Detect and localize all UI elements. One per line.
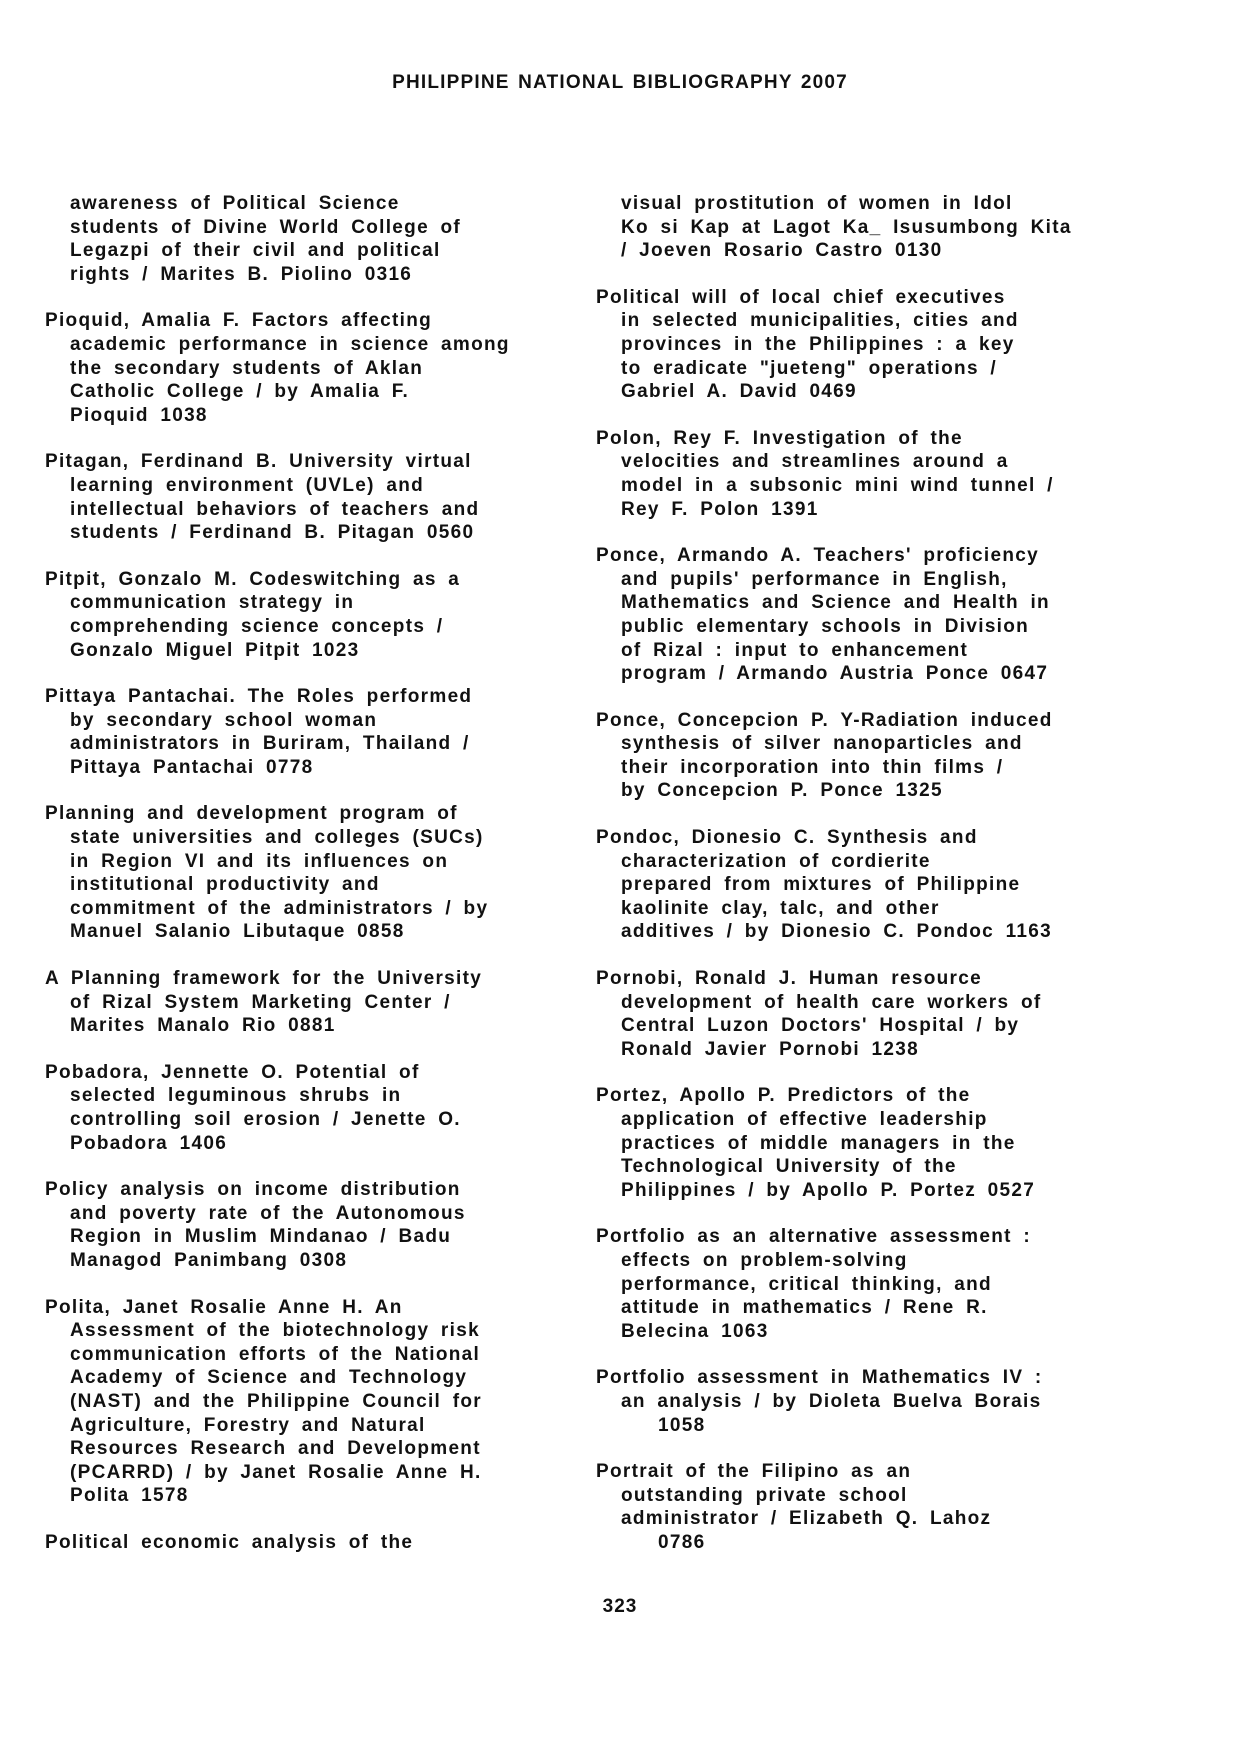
entry-line: A Planning framework for the University <box>45 968 483 990</box>
entry-line: in Region VI and its influences on <box>70 850 449 872</box>
entry-line: Legazpi of their civil and political <box>70 240 441 262</box>
entry-line: rights / Marites B. Piolino 0316 <box>70 263 413 285</box>
bibliography-entry <box>596 427 1116 521</box>
bibliography-entry-continuation <box>596 192 1116 263</box>
entry-line: Ponce, Concepcion P. Y-Radiation induced <box>596 709 1053 731</box>
entry-line: Portez, Apollo P. Predictors of the <box>596 1085 971 1107</box>
entry-line: Pitpit, Gonzalo M. Codeswitching as a <box>45 568 461 590</box>
entry-line: Pobadora 1406 <box>70 1132 228 1154</box>
entry-line: 1058 <box>658 1414 706 1436</box>
entry-line: by secondary school woman <box>70 709 378 731</box>
entry-line: kaolinite clay, talc, and other <box>621 897 940 919</box>
entry-line: Polita, Janet Rosalie Anne H. An <box>45 1296 403 1318</box>
entry-line: Pioquid, Amalia F. Factors affecting <box>45 310 433 332</box>
bibliography-entry <box>45 685 565 779</box>
entry-line: the secondary students of Aklan <box>70 357 424 379</box>
right-column <box>596 192 1116 1578</box>
bibliography-entry <box>596 709 1116 803</box>
bibliography-entry <box>45 1061 565 1155</box>
entry-line: Region in Muslim Mindanao / Badu <box>70 1226 452 1248</box>
entry-line: practices of middle managers in the <box>621 1132 1016 1154</box>
entry-line: Catholic College / by Amalia F. <box>70 381 410 403</box>
entry-line: Gabriel A. David 0469 <box>621 381 857 403</box>
running-header: PHILIPPINE NATIONAL BIBLIOGRAPHY 2007 <box>392 72 848 93</box>
entry-line: students / Ferdinand B. Pitagan 0560 <box>70 522 475 544</box>
entry-line: Philippines / by Apollo P. Portez 0527 <box>621 1179 1036 1201</box>
entry-line: prepared from mixtures of Philippine <box>621 874 1021 896</box>
bibliography-entry <box>596 1460 1116 1554</box>
entry-line: Pondoc, Dionesio C. Synthesis and <box>596 827 978 849</box>
entry-line: communication strategy in <box>70 592 355 614</box>
entry-line: Pittaya Pantachai. The Roles performed <box>45 686 473 708</box>
entry-line: Political will of local chief executives <box>596 286 1006 308</box>
entry-line: characterization of cordierite <box>621 850 931 872</box>
entry-line: Portfolio as an alternative assessment : <box>596 1226 1031 1248</box>
page-number: 323 <box>602 1596 638 1617</box>
bibliography-entry <box>596 967 1116 1061</box>
entry-line: Political economic analysis of the <box>45 1531 414 1553</box>
entry-line: Ronald Javier Pornobi 1238 <box>621 1038 919 1060</box>
bibliography-entry <box>596 1366 1116 1437</box>
entry-line: Resources Research and Development <box>70 1438 481 1460</box>
entry-line: learning environment (UVLe) and <box>70 474 425 496</box>
entry-line: performance, critical thinking, and <box>621 1273 992 1295</box>
entry-line: academic performance in science among <box>70 333 510 355</box>
bibliography-entry <box>45 309 565 427</box>
entry-line: controlling soil erosion / Jenette O. <box>70 1109 461 1130</box>
entry-line: commitment of the administrators / by <box>70 897 489 919</box>
entry-line: and pupils' performance in English, <box>621 568 1008 590</box>
entry-line: Agriculture, Forestry and Natural <box>70 1414 426 1436</box>
entry-line: Policy analysis on income distribution <box>45 1179 461 1201</box>
entry-line: of Rizal System Marketing Center / <box>70 991 451 1013</box>
entry-line: public elementary schools in Division <box>621 615 1030 637</box>
entry-line: Portrait of the Filipino as an <box>596 1461 912 1483</box>
entry-line: (NAST) and the Philippine Council for <box>70 1390 482 1412</box>
entry-line: Gonzalo Miguel Pitpit 1023 <box>70 639 360 661</box>
entry-line: Polon, Rey F. Investigation of the <box>596 427 963 449</box>
entry-line: development of health care workers of <box>621 991 1042 1013</box>
entry-line: and poverty rate of the Autonomous <box>70 1202 466 1224</box>
entry-line: Ko si Kap at Lagot Ka_ Isusumbong Kita <box>621 216 1072 238</box>
entry-line: state universities and colleges (SUCs) <box>70 827 484 849</box>
entry-line: (PCARRD) / by Janet Rosalie Anne H. <box>70 1461 482 1483</box>
entry-line: Marites Manalo Rio 0881 <box>70 1015 336 1037</box>
entry-line: outstanding private school <box>621 1484 908 1506</box>
entry-line: administrator / Elizabeth Q. Lahoz <box>621 1508 992 1530</box>
entry-line: provinces in the Philippines : a key <box>621 333 1015 355</box>
entry-line: Pobadora, Jennette O. Potential of <box>45 1061 420 1083</box>
entry-line: Pioquid 1038 <box>70 404 208 426</box>
bibliography-entry-continuation <box>45 192 565 286</box>
entry-line: Pitagan, Ferdinand B. University virtual <box>45 451 472 473</box>
bibliography-entry <box>45 1531 565 1555</box>
bibliography-entry <box>45 450 565 544</box>
entry-line: of Rizal : input to enhancement <box>621 639 969 661</box>
entry-line: Portfolio assessment in Mathematics IV : <box>596 1367 1043 1389</box>
entry-line: to eradicate "jueteng" operations / <box>621 357 997 379</box>
bibliography-entry <box>596 1084 1116 1202</box>
entry-line: model in a subsonic mini wind tunnel / <box>621 474 1054 496</box>
entry-line: administrators in Buriram, Thailand / <box>70 733 470 755</box>
entry-line: by Concepcion P. Ponce 1325 <box>621 780 943 802</box>
entry-line: 0786 <box>658 1531 706 1553</box>
entry-line: synthesis of silver nanoparticles and <box>621 733 1023 755</box>
entry-line: students of Divine World College of <box>70 216 462 238</box>
entry-line: Rey F. Polon 1391 <box>621 498 819 520</box>
bibliography-entry <box>45 1296 565 1508</box>
entry-line: communication efforts of the National <box>70 1343 481 1365</box>
entry-line: an analysis / by Dioleta Buelva Borais <box>621 1390 1042 1412</box>
entry-line: in selected municipalities, cities and <box>621 310 1019 332</box>
entry-line: program / Armando Austria Ponce 0647 <box>621 663 1049 685</box>
bibliography-entry <box>45 568 565 662</box>
entry-line: Pittaya Pantachai 0778 <box>70 756 314 778</box>
entry-line: their incorporation into thin films / <box>621 756 1004 778</box>
entry-line: institutional productivity and <box>70 874 380 896</box>
entry-line: effects on problem-solving <box>621 1249 908 1271</box>
bibliography-entry <box>596 544 1116 686</box>
entry-line: comprehending science concepts / <box>70 615 444 637</box>
entry-line: visual prostitution of women in Idol <box>621 193 1013 214</box>
entry-line: velocities and streamlines around a <box>621 451 1009 473</box>
entry-line: Belecina 1063 <box>621 1320 769 1342</box>
entry-line: Assessment of the biotechnology risk <box>70 1320 480 1342</box>
entry-line: Pornobi, Ronald J. Human resource <box>596 968 982 990</box>
entry-line: Planning and development program of <box>45 803 458 825</box>
bibliography-entry <box>596 286 1116 404</box>
entry-line: Technological University of the <box>621 1156 957 1178</box>
entry-line: Polita 1578 <box>70 1485 189 1507</box>
entry-line: Manuel Salanio Libutaque 0858 <box>70 921 405 943</box>
entry-line: attitude in mathematics / Rene R. <box>621 1297 988 1319</box>
entry-line: Central Luzon Doctors' Hospital / by <box>621 1015 1020 1037</box>
entry-line: awareness of Political Science <box>70 193 400 214</box>
bibliography-entry <box>45 1178 565 1272</box>
entry-line: Mathematics and Science and Health in <box>621 592 1050 614</box>
entry-line: Managod Panimbang 0308 <box>70 1249 348 1271</box>
entry-line: application of effective leadership <box>621 1109 988 1130</box>
entry-line: Ponce, Armando A. Teachers' proficiency <box>596 545 1040 567</box>
entry-line: selected leguminous shrubs in <box>70 1085 402 1107</box>
entry-line: Academy of Science and Technology <box>70 1367 468 1389</box>
bibliography-entry <box>45 802 565 944</box>
entry-line: / Joeven Rosario Castro 0130 <box>621 240 943 262</box>
left-column <box>45 192 565 1578</box>
bibliography-entry <box>596 1225 1116 1343</box>
bibliography-entry <box>45 967 565 1038</box>
entry-line: additives / by Dionesio C. Pondoc 1163 <box>621 921 1053 943</box>
bibliography-entry <box>596 826 1116 944</box>
entry-line: intellectual behaviors of teachers and <box>70 498 480 520</box>
